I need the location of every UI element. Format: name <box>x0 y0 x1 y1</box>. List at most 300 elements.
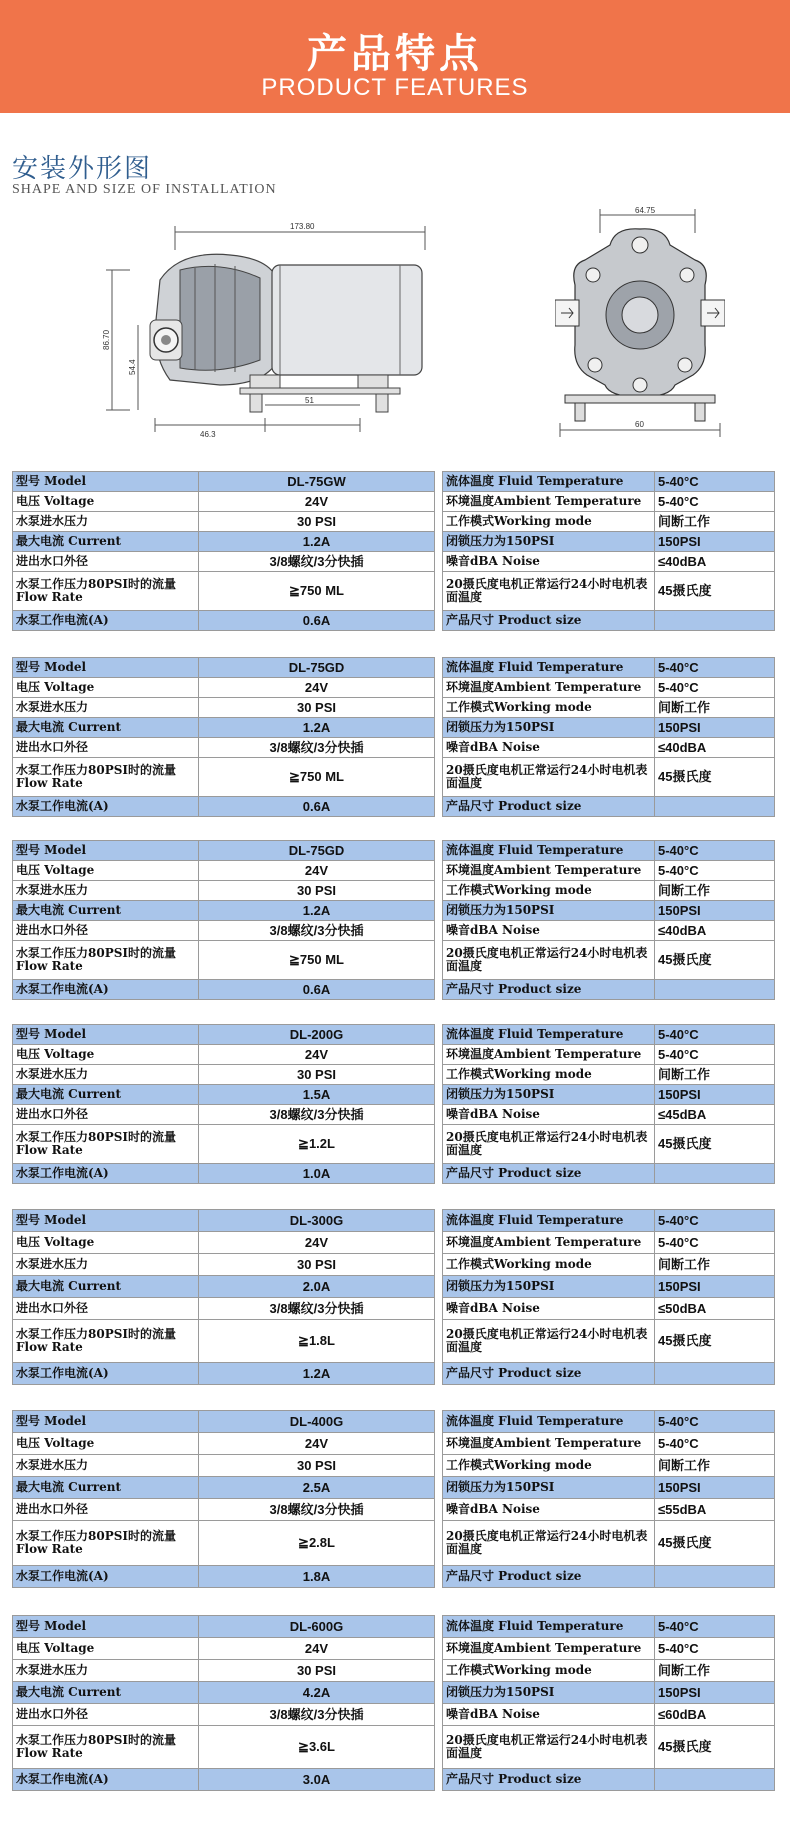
spec-value-noise: ≤45dBA <box>655 1105 775 1125</box>
spec-row-voltage <box>13 861 435 881</box>
spec-row-size <box>443 1363 775 1385</box>
right-spec-table <box>442 1209 775 1385</box>
spec-value-noise: ≤40dBA <box>655 738 775 758</box>
spec-label-size: 产品尺寸 Product size <box>443 1566 655 1588</box>
spec-value-ambient-temp: 5-40°C <box>655 1638 775 1660</box>
spec-value-work-current: 0.6A <box>199 611 435 631</box>
spec-row-max_current <box>13 1477 435 1499</box>
spec-label-work-current: 水泵工作电流(A) <box>13 797 199 817</box>
spec-label-flow-rate: 水泵工作压力80PSI时的流量Flow Rate <box>13 572 199 611</box>
spec-label-inlet-pressure: 水泵进水压力 <box>13 881 199 901</box>
spec-label-model: 型号 Model <box>13 658 199 678</box>
dim-mid-height: 54.4 <box>128 359 137 375</box>
spec-row-voltage <box>13 678 435 698</box>
spec-row-lock_pressure <box>443 1085 775 1105</box>
spec-row-size <box>443 1164 775 1184</box>
spec-value-inlet-pressure: 30 PSI <box>199 512 435 532</box>
spec-value-flow-rate: ≧2.8L <box>199 1521 435 1566</box>
mounting-feet <box>240 375 400 412</box>
spec-value-max-current: 1.5A <box>199 1085 435 1105</box>
spec-label-voltage: 电压 Voltage <box>13 1045 199 1065</box>
spec-row-work_mode <box>443 512 775 532</box>
spec-label-size: 产品尺寸 Product size <box>443 611 655 631</box>
dim-height: 86.70 <box>102 329 111 350</box>
spec-row-fluid_temp <box>443 658 775 678</box>
spec-row-flow_rate <box>13 758 435 797</box>
spec-value-size <box>655 1769 775 1791</box>
spec-row-voltage <box>13 492 435 512</box>
spec-row-noise <box>443 1105 775 1125</box>
side-view-drawing <box>100 220 450 440</box>
spec-row-port <box>13 1105 435 1125</box>
spec-value-work-current: 0.6A <box>199 797 435 817</box>
spec-label-ambient-temp: 环境温度Ambient Temperature <box>443 1232 655 1254</box>
spec-label-motor-temp: 20摄氏度电机正常运行24小时电机表面温度 <box>443 1125 655 1164</box>
spec-value-fluid-temp: 5-40°C <box>655 1025 775 1045</box>
left-spec-table <box>12 1209 435 1385</box>
spec-row-max_current <box>13 1085 435 1105</box>
spec-row-max_current <box>13 718 435 738</box>
spec-value-inlet-pressure: 30 PSI <box>199 1254 435 1276</box>
spec-row-lock_pressure <box>443 1276 775 1298</box>
spec-label-noise: 噪音dBA Noise <box>443 1105 655 1125</box>
spec-label-flow-rate: 水泵工作压力80PSI时的流量Flow Rate <box>13 1521 199 1566</box>
spec-value-size <box>655 797 775 817</box>
spec-value-max-current: 2.5A <box>199 1477 435 1499</box>
spec-value-max-current: 4.2A <box>199 1682 435 1704</box>
spec-row-size <box>443 611 775 631</box>
spec-label-voltage: 电压 Voltage <box>13 1232 199 1254</box>
spec-label-model: 型号 Model <box>13 472 199 492</box>
spec-label-voltage: 电压 Voltage <box>13 861 199 881</box>
left-spec-table <box>12 657 435 817</box>
spec-row-model <box>13 1025 435 1045</box>
spec-row-flow_rate <box>13 572 435 611</box>
spec-label-size: 产品尺寸 Product size <box>443 1769 655 1791</box>
spec-value-work-mode: 间断工作 <box>655 1065 775 1085</box>
spec-row-work_current <box>13 1363 435 1385</box>
spec-row-flow_rate <box>13 941 435 980</box>
left-spec-table <box>12 840 435 1000</box>
spec-label-flow-rate: 水泵工作压力80PSI时的流量Flow Rate <box>13 758 199 797</box>
spec-value-flow-rate: ≧1.8L <box>199 1320 435 1363</box>
spec-value-work-current: 0.6A <box>199 980 435 1000</box>
spec-label-motor-temp: 20摄氏度电机正常运行24小时电机表面温度 <box>443 572 655 611</box>
spec-label-port: 进出水口外径 <box>13 1704 199 1726</box>
spec-label-noise: 噪音dBA Noise <box>443 738 655 758</box>
spec-row-voltage <box>13 1232 435 1254</box>
spec-label-voltage: 电压 Voltage <box>13 1433 199 1455</box>
spec-label-lock-pressure: 闭锁压力为150PSI <box>443 532 655 552</box>
spec-row-size <box>443 1566 775 1588</box>
spec-label-size: 产品尺寸 Product size <box>443 797 655 817</box>
spec-label-ambient-temp: 环境温度Ambient Temperature <box>443 678 655 698</box>
spec-value-noise: ≤55dBA <box>655 1499 775 1521</box>
spec-row-noise <box>443 1499 775 1521</box>
spec-value-lock-pressure: 150PSI <box>655 1682 775 1704</box>
spec-label-work-mode: 工作模式Working mode <box>443 1254 655 1276</box>
spec-value-max-current: 2.0A <box>199 1276 435 1298</box>
left-spec-table <box>12 1615 435 1791</box>
spec-row-motor_temp <box>443 758 775 797</box>
spec-label-motor-temp: 20摄氏度电机正常运行24小时电机表面温度 <box>443 941 655 980</box>
spec-label-flow-rate: 水泵工作压力80PSI时的流量Flow Rate <box>13 1125 199 1164</box>
spec-label-inlet-pressure: 水泵进水压力 <box>13 698 199 718</box>
spec-row-inlet_pressure <box>13 1660 435 1682</box>
spec-value-work-mode: 间断工作 <box>655 698 775 718</box>
spec-label-ambient-temp: 环境温度Ambient Temperature <box>443 492 655 512</box>
spec-label-model: 型号 Model <box>13 1411 199 1433</box>
spec-label-inlet-pressure: 水泵进水压力 <box>13 1065 199 1085</box>
spec-row-fluid_temp <box>443 1210 775 1232</box>
spec-row-work_mode <box>443 698 775 718</box>
spec-row-flow_rate <box>13 1320 435 1363</box>
dim-base: 51 <box>305 396 314 405</box>
spec-label-motor-temp: 20摄氏度电机正常运行24小时电机表面温度 <box>443 1521 655 1566</box>
spec-label-flow-rate: 水泵工作压力80PSI时的流量Flow Rate <box>13 941 199 980</box>
dim-front-base: 60 <box>635 420 644 429</box>
spec-value-lock-pressure: 150PSI <box>655 1276 775 1298</box>
spec-label-inlet-pressure: 水泵进水压力 <box>13 1455 199 1477</box>
spec-value-fluid-temp: 5-40°C <box>655 1411 775 1433</box>
spec-label-model: 型号 Model <box>13 841 199 861</box>
spec-row-fluid_temp <box>443 841 775 861</box>
spec-row-max_current <box>13 901 435 921</box>
spec-row-port <box>13 1704 435 1726</box>
spec-label-fluid-temp: 流体温度 Fluid Temperature <box>443 1411 655 1433</box>
spec-value-port: 3/8螺纹/3分快插 <box>199 1704 435 1726</box>
spec-value-voltage: 24V <box>199 1232 435 1254</box>
spec-value-fluid-temp: 5-40°C <box>655 841 775 861</box>
spec-value-max-current: 1.2A <box>199 718 435 738</box>
spec-row-port <box>13 552 435 572</box>
spec-row-motor_temp <box>443 1125 775 1164</box>
spec-row-work_current <box>13 1566 435 1588</box>
spec-row-max_current <box>13 1276 435 1298</box>
spec-value-flow-rate: ≧750 ML <box>199 572 435 611</box>
spec-row-work_mode <box>443 1455 775 1477</box>
spec-value-model: DL-75GD <box>199 841 435 861</box>
spec-label-inlet-pressure: 水泵进水压力 <box>13 1660 199 1682</box>
spec-value-motor-temp: 45摄氏度 <box>655 1125 775 1164</box>
spec-value-fluid-temp: 5-40°C <box>655 1210 775 1232</box>
spec-row-lock_pressure <box>443 532 775 552</box>
spec-label-ambient-temp: 环境温度Ambient Temperature <box>443 1045 655 1065</box>
spec-row-ambient_temp <box>443 492 775 512</box>
spec-value-noise: ≤60dBA <box>655 1704 775 1726</box>
spec-value-work-mode: 间断工作 <box>655 1254 775 1276</box>
spec-label-model: 型号 Model <box>13 1025 199 1045</box>
spec-label-model: 型号 Model <box>13 1210 199 1232</box>
spec-value-model: DL-200G <box>199 1025 435 1045</box>
spec-value-fluid-temp: 5-40°C <box>655 1616 775 1638</box>
spec-value-port: 3/8螺纹/3分快插 <box>199 1499 435 1521</box>
spec-label-fluid-temp: 流体温度 Fluid Temperature <box>443 472 655 492</box>
spec-row-fluid_temp <box>443 1025 775 1045</box>
spec-label-motor-temp: 20摄氏度电机正常运行24小时电机表面温度 <box>443 1726 655 1769</box>
spec-value-lock-pressure: 150PSI <box>655 1477 775 1499</box>
spec-value-ambient-temp: 5-40°C <box>655 1045 775 1065</box>
spec-value-port: 3/8螺纹/3分快插 <box>199 921 435 941</box>
spec-value-motor-temp: 45摄氏度 <box>655 758 775 797</box>
spec-label-noise: 噪音dBA Noise <box>443 552 655 572</box>
spec-label-port: 进出水口外径 <box>13 1499 199 1521</box>
spec-value-max-current: 1.2A <box>199 532 435 552</box>
product-features-banner <box>0 0 790 113</box>
spec-label-work-mode: 工作模式Working mode <box>443 512 655 532</box>
spec-row-port <box>13 1298 435 1320</box>
spec-value-model: DL-75GD <box>199 658 435 678</box>
spec-value-ambient-temp: 5-40°C <box>655 678 775 698</box>
spec-row-work_mode <box>443 1254 775 1276</box>
spec-value-work-current: 1.0A <box>199 1164 435 1184</box>
spec-row-inlet_pressure <box>13 1455 435 1477</box>
spec-label-ambient-temp: 环境温度Ambient Temperature <box>443 1638 655 1660</box>
left-spec-table <box>12 1410 435 1588</box>
spec-label-noise: 噪音dBA Noise <box>443 1499 655 1521</box>
spec-label-voltage: 电压 Voltage <box>13 1638 199 1660</box>
pump-head <box>150 254 275 385</box>
spec-label-fluid-temp: 流体温度 Fluid Temperature <box>443 1210 655 1232</box>
spec-value-motor-temp: 45摄氏度 <box>655 1726 775 1769</box>
spec-value-work-mode: 间断工作 <box>655 512 775 532</box>
spec-row-motor_temp <box>443 1521 775 1566</box>
spec-value-model: DL-400G <box>199 1411 435 1433</box>
spec-row-work_mode <box>443 1065 775 1085</box>
right-spec-table <box>442 840 775 1000</box>
spec-label-port: 进出水口外径 <box>13 1105 199 1125</box>
banner-title-en: PRODUCT FEATURES <box>261 74 529 101</box>
left-spec-table <box>12 1024 435 1184</box>
left-spec-table <box>12 471 435 631</box>
spec-row-inlet_pressure <box>13 881 435 901</box>
spec-value-motor-temp: 45摄氏度 <box>655 941 775 980</box>
spec-value-noise: ≤50dBA <box>655 1298 775 1320</box>
spec-row-flow_rate <box>13 1125 435 1164</box>
spec-value-lock-pressure: 150PSI <box>655 532 775 552</box>
spec-value-work-mode: 间断工作 <box>655 1455 775 1477</box>
spec-value-lock-pressure: 150PSI <box>655 901 775 921</box>
installation-title-cn: 安装外形图 <box>12 154 153 184</box>
dim-length: 173.80 <box>290 222 315 231</box>
spec-value-lock-pressure: 150PSI <box>655 1085 775 1105</box>
spec-value-voltage: 24V <box>199 1638 435 1660</box>
spec-value-model: DL-300G <box>199 1210 435 1232</box>
spec-row-size <box>443 980 775 1000</box>
spec-label-work-mode: 工作模式Working mode <box>443 1660 655 1682</box>
spec-value-size <box>655 1566 775 1588</box>
spec-value-work-current: 1.8A <box>199 1566 435 1588</box>
spec-value-inlet-pressure: 30 PSI <box>199 1660 435 1682</box>
spec-row-port <box>13 921 435 941</box>
right-spec-table <box>442 1024 775 1184</box>
spec-value-max-current: 1.2A <box>199 901 435 921</box>
spec-label-flow-rate: 水泵工作压力80PSI时的流量Flow Rate <box>13 1726 199 1769</box>
spec-label-max-current: 最大电流 Current <box>13 532 199 552</box>
pump-front-face <box>555 229 725 421</box>
spec-row-fluid_temp <box>443 1616 775 1638</box>
banner-title-cn: 产品特点 <box>307 31 483 77</box>
spec-value-model: DL-600G <box>199 1616 435 1638</box>
spec-value-motor-temp: 45摄氏度 <box>655 572 775 611</box>
spec-row-model <box>13 1210 435 1232</box>
spec-value-motor-temp: 45摄氏度 <box>655 1521 775 1566</box>
spec-row-noise <box>443 738 775 758</box>
spec-value-fluid-temp: 5-40°C <box>655 658 775 678</box>
right-spec-table <box>442 1615 775 1791</box>
spec-row-inlet_pressure <box>13 1254 435 1276</box>
spec-value-voltage: 24V <box>199 492 435 512</box>
spec-value-inlet-pressure: 30 PSI <box>199 1065 435 1085</box>
spec-row-noise <box>443 1704 775 1726</box>
spec-label-work-mode: 工作模式Working mode <box>443 1065 655 1085</box>
spec-row-work_mode <box>443 881 775 901</box>
spec-row-size <box>443 1769 775 1791</box>
spec-value-ambient-temp: 5-40°C <box>655 861 775 881</box>
spec-label-max-current: 最大电流 Current <box>13 718 199 738</box>
spec-label-port: 进出水口外径 <box>13 921 199 941</box>
spec-label-work-current: 水泵工作电流(A) <box>13 1164 199 1184</box>
spec-label-lock-pressure: 闭锁压力为150PSI <box>443 1276 655 1298</box>
spec-row-motor_temp <box>443 1726 775 1769</box>
spec-row-noise <box>443 921 775 941</box>
spec-label-max-current: 最大电流 Current <box>13 1085 199 1105</box>
spec-value-flow-rate: ≧750 ML <box>199 941 435 980</box>
spec-row-noise <box>443 552 775 572</box>
spec-label-lock-pressure: 闭锁压力为150PSI <box>443 1682 655 1704</box>
spec-value-port: 3/8螺纹/3分快插 <box>199 1298 435 1320</box>
spec-label-max-current: 最大电流 Current <box>13 1477 199 1499</box>
spec-row-model <box>13 472 435 492</box>
dim-offset: 46.3 <box>200 430 216 439</box>
spec-value-size <box>655 1164 775 1184</box>
spec-row-flow_rate <box>13 1521 435 1566</box>
spec-value-voltage: 24V <box>199 861 435 881</box>
spec-row-model <box>13 658 435 678</box>
spec-row-fluid_temp <box>443 472 775 492</box>
spec-label-max-current: 最大电流 Current <box>13 901 199 921</box>
spec-row-motor_temp <box>443 941 775 980</box>
spec-label-lock-pressure: 闭锁压力为150PSI <box>443 1085 655 1105</box>
spec-value-flow-rate: ≧1.2L <box>199 1125 435 1164</box>
spec-label-max-current: 最大电流 Current <box>13 1682 199 1704</box>
spec-value-size <box>655 611 775 631</box>
right-spec-table <box>442 471 775 631</box>
spec-row-inlet_pressure <box>13 512 435 532</box>
motor-body <box>272 265 422 375</box>
spec-row-max_current <box>13 532 435 552</box>
spec-value-voltage: 24V <box>199 1045 435 1065</box>
spec-row-work_current <box>13 611 435 631</box>
spec-value-noise: ≤40dBA <box>655 552 775 572</box>
spec-row-motor_temp <box>443 572 775 611</box>
spec-label-lock-pressure: 闭锁压力为150PSI <box>443 718 655 738</box>
spec-value-inlet-pressure: 30 PSI <box>199 698 435 718</box>
spec-row-port <box>13 738 435 758</box>
spec-row-lock_pressure <box>443 718 775 738</box>
spec-label-work-current: 水泵工作电流(A) <box>13 1769 199 1791</box>
spec-label-model: 型号 Model <box>13 1616 199 1638</box>
spec-label-work-current: 水泵工作电流(A) <box>13 611 199 631</box>
spec-value-ambient-temp: 5-40°C <box>655 1232 775 1254</box>
spec-label-motor-temp: 20摄氏度电机正常运行24小时电机表面温度 <box>443 1320 655 1363</box>
spec-value-ambient-temp: 5-40°C <box>655 492 775 512</box>
spec-row-work_mode <box>443 1660 775 1682</box>
spec-row-work_current <box>13 797 435 817</box>
spec-value-noise: ≤40dBA <box>655 921 775 941</box>
spec-label-noise: 噪音dBA Noise <box>443 921 655 941</box>
spec-row-inlet_pressure <box>13 698 435 718</box>
spec-label-flow-rate: 水泵工作压力80PSI时的流量Flow Rate <box>13 1320 199 1363</box>
spec-label-noise: 噪音dBA Noise <box>443 1298 655 1320</box>
dim-width: 64.75 <box>635 206 656 215</box>
right-spec-table <box>442 1410 775 1588</box>
spec-value-work-mode: 间断工作 <box>655 1660 775 1682</box>
spec-label-inlet-pressure: 水泵进水压力 <box>13 1254 199 1276</box>
spec-label-work-current: 水泵工作电流(A) <box>13 1363 199 1385</box>
spec-value-inlet-pressure: 30 PSI <box>199 881 435 901</box>
spec-label-ambient-temp: 环境温度Ambient Temperature <box>443 861 655 881</box>
spec-label-lock-pressure: 闭锁压力为150PSI <box>443 901 655 921</box>
spec-value-port: 3/8螺纹/3分快插 <box>199 1105 435 1125</box>
spec-row-ambient_temp <box>443 1433 775 1455</box>
spec-label-work-current: 水泵工作电流(A) <box>13 980 199 1000</box>
spec-row-ambient_temp <box>443 1638 775 1660</box>
spec-value-inlet-pressure: 30 PSI <box>199 1455 435 1477</box>
spec-row-noise <box>443 1298 775 1320</box>
spec-label-size: 产品尺寸 Product size <box>443 1164 655 1184</box>
spec-row-inlet_pressure <box>13 1065 435 1085</box>
spec-label-voltage: 电压 Voltage <box>13 492 199 512</box>
spec-row-voltage <box>13 1638 435 1660</box>
spec-label-port: 进出水口外径 <box>13 1298 199 1320</box>
spec-row-port <box>13 1499 435 1521</box>
spec-label-motor-temp: 20摄氏度电机正常运行24小时电机表面温度 <box>443 758 655 797</box>
spec-row-work_current <box>13 1164 435 1184</box>
right-spec-table <box>442 657 775 817</box>
spec-value-port: 3/8螺纹/3分快插 <box>199 738 435 758</box>
spec-value-model: DL-75GW <box>199 472 435 492</box>
spec-label-voltage: 电压 Voltage <box>13 678 199 698</box>
spec-value-size <box>655 980 775 1000</box>
spec-row-model <box>13 841 435 861</box>
spec-value-flow-rate: ≧3.6L <box>199 1726 435 1769</box>
spec-label-port: 进出水口外径 <box>13 738 199 758</box>
spec-row-model <box>13 1616 435 1638</box>
spec-row-work_current <box>13 980 435 1000</box>
spec-value-lock-pressure: 150PSI <box>655 718 775 738</box>
spec-label-size: 产品尺寸 Product size <box>443 1363 655 1385</box>
spec-value-flow-rate: ≧750 ML <box>199 758 435 797</box>
spec-value-fluid-temp: 5-40°C <box>655 472 775 492</box>
spec-label-work-mode: 工作模式Working mode <box>443 881 655 901</box>
spec-row-voltage <box>13 1433 435 1455</box>
spec-row-flow_rate <box>13 1726 435 1769</box>
spec-label-noise: 噪音dBA Noise <box>443 1704 655 1726</box>
spec-label-lock-pressure: 闭锁压力为150PSI <box>443 1477 655 1499</box>
spec-row-ambient_temp <box>443 1232 775 1254</box>
spec-label-port: 进出水口外径 <box>13 552 199 572</box>
spec-row-ambient_temp <box>443 861 775 881</box>
spec-label-work-mode: 工作模式Working mode <box>443 698 655 718</box>
spec-label-fluid-temp: 流体温度 Fluid Temperature <box>443 658 655 678</box>
spec-value-work-current: 3.0A <box>199 1769 435 1791</box>
spec-value-voltage: 24V <box>199 1433 435 1455</box>
installation-title-en: SHAPE AND SIZE OF INSTALLATION <box>12 182 277 197</box>
spec-row-lock_pressure <box>443 901 775 921</box>
spec-value-work-mode: 间断工作 <box>655 881 775 901</box>
spec-row-ambient_temp <box>443 678 775 698</box>
